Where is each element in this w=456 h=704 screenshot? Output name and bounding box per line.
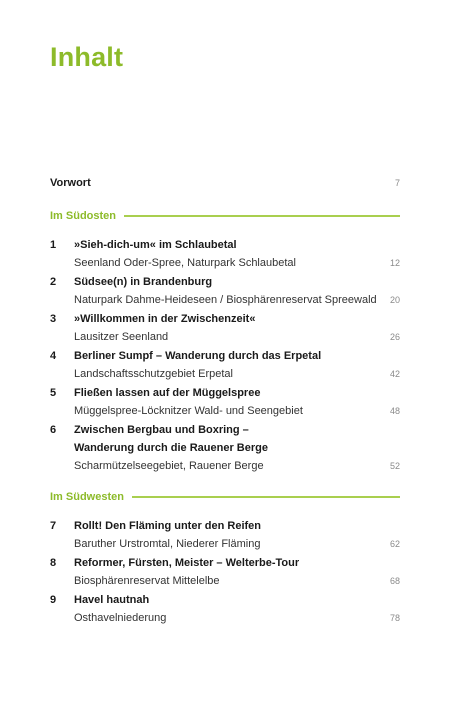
page-number: 68: [389, 576, 400, 586]
chapter-number: 4: [50, 350, 57, 362]
page-title: Inhalt: [50, 42, 124, 72]
page-number: 78: [389, 613, 400, 623]
toc-entry[interactable]: [50, 236, 400, 272]
chapter-title: Südsee(n) in Brandenburg: [74, 276, 213, 288]
section-title: Im Südosten: [50, 210, 117, 222]
page-number: 48: [389, 406, 400, 416]
toc-entry[interactable]: [50, 310, 400, 346]
page-number: 62: [389, 539, 400, 549]
chapter-number: 9: [50, 594, 57, 606]
chapter-number: 8: [50, 557, 57, 569]
chapter-subtitle: Seenland Oder-Spree, Naturpark Schlaubetal: [74, 257, 296, 269]
page-number: 20: [389, 295, 400, 305]
chapter-title: Zwischen Bergbau und Boxring –: [74, 424, 249, 436]
toc-entry[interactable]: [50, 347, 400, 383]
toc-entry-foreword[interactable]: [50, 177, 400, 189]
toc-entry[interactable]: [50, 517, 400, 553]
section-heading-suedosten: [50, 210, 400, 222]
chapter-subtitle: Biosphärenreservat Mittelelbe: [74, 575, 220, 587]
section-rule: [132, 496, 400, 497]
toc-entry[interactable]: [50, 273, 400, 309]
toc-entry[interactable]: [50, 421, 400, 475]
page-number: 42: [389, 369, 400, 379]
toc-entry[interactable]: [50, 554, 400, 590]
chapter-subtitle: Lausitzer Seenland: [74, 331, 169, 343]
chapter-number: 3: [50, 313, 57, 325]
chapter-title-continued: Wanderung durch die Rauener Berge: [74, 442, 268, 454]
section-heading-suedwesten: [50, 491, 400, 503]
chapter-subtitle: Osthavelniederung: [74, 612, 167, 624]
chapter-title: Fließen lassen auf der Müggelspree: [74, 387, 261, 399]
toc-entry[interactable]: [50, 591, 400, 627]
toc-entry[interactable]: [50, 384, 400, 420]
chapter-title: Havel hautnah: [74, 594, 150, 606]
chapter-title: »Sieh-dich-um« im Schlaubetal: [74, 239, 237, 251]
chapter-subtitle: Naturpark Dahme-Heideseen / Biosphärenreservat Spreewald: [74, 294, 377, 306]
chapter-title: Berliner Sumpf – Wanderung durch das Erpetal: [74, 350, 322, 362]
chapter-subtitle: Baruther Urstromtal, Niederer Fläming: [74, 538, 261, 550]
chapter-subtitle: Landschaftsschutzgebiet Erpetal: [74, 368, 233, 380]
section-rule: [124, 215, 400, 216]
chapter-title: Reformer, Fürsten, Meister – Welterbe-Tour: [74, 557, 300, 569]
chapter-number: 5: [50, 387, 57, 399]
chapter-number: 6: [50, 424, 57, 436]
chapter-title: Rollt! Den Fläming unter den Reifen: [74, 520, 262, 532]
chapter-title: »Willkommen in der Zwischenzeit«: [74, 313, 256, 325]
chapter-subtitle: Müggelspree-Löcknitzer Wald- und Seengebiet: [74, 405, 303, 417]
chapter-subtitle: Scharmützelseegebiet, Rauener Berge: [74, 460, 264, 472]
page-number: 26: [389, 332, 400, 342]
section-title: Im Südwesten: [50, 491, 124, 503]
chapter-number: 1: [50, 239, 57, 251]
page-number: 7: [394, 178, 400, 188]
foreword-label: Vorwort: [50, 177, 91, 189]
page-number: 12: [389, 258, 400, 268]
page-number: 52: [389, 461, 400, 471]
chapter-number: 2: [50, 276, 57, 288]
chapter-number: 7: [50, 520, 57, 532]
